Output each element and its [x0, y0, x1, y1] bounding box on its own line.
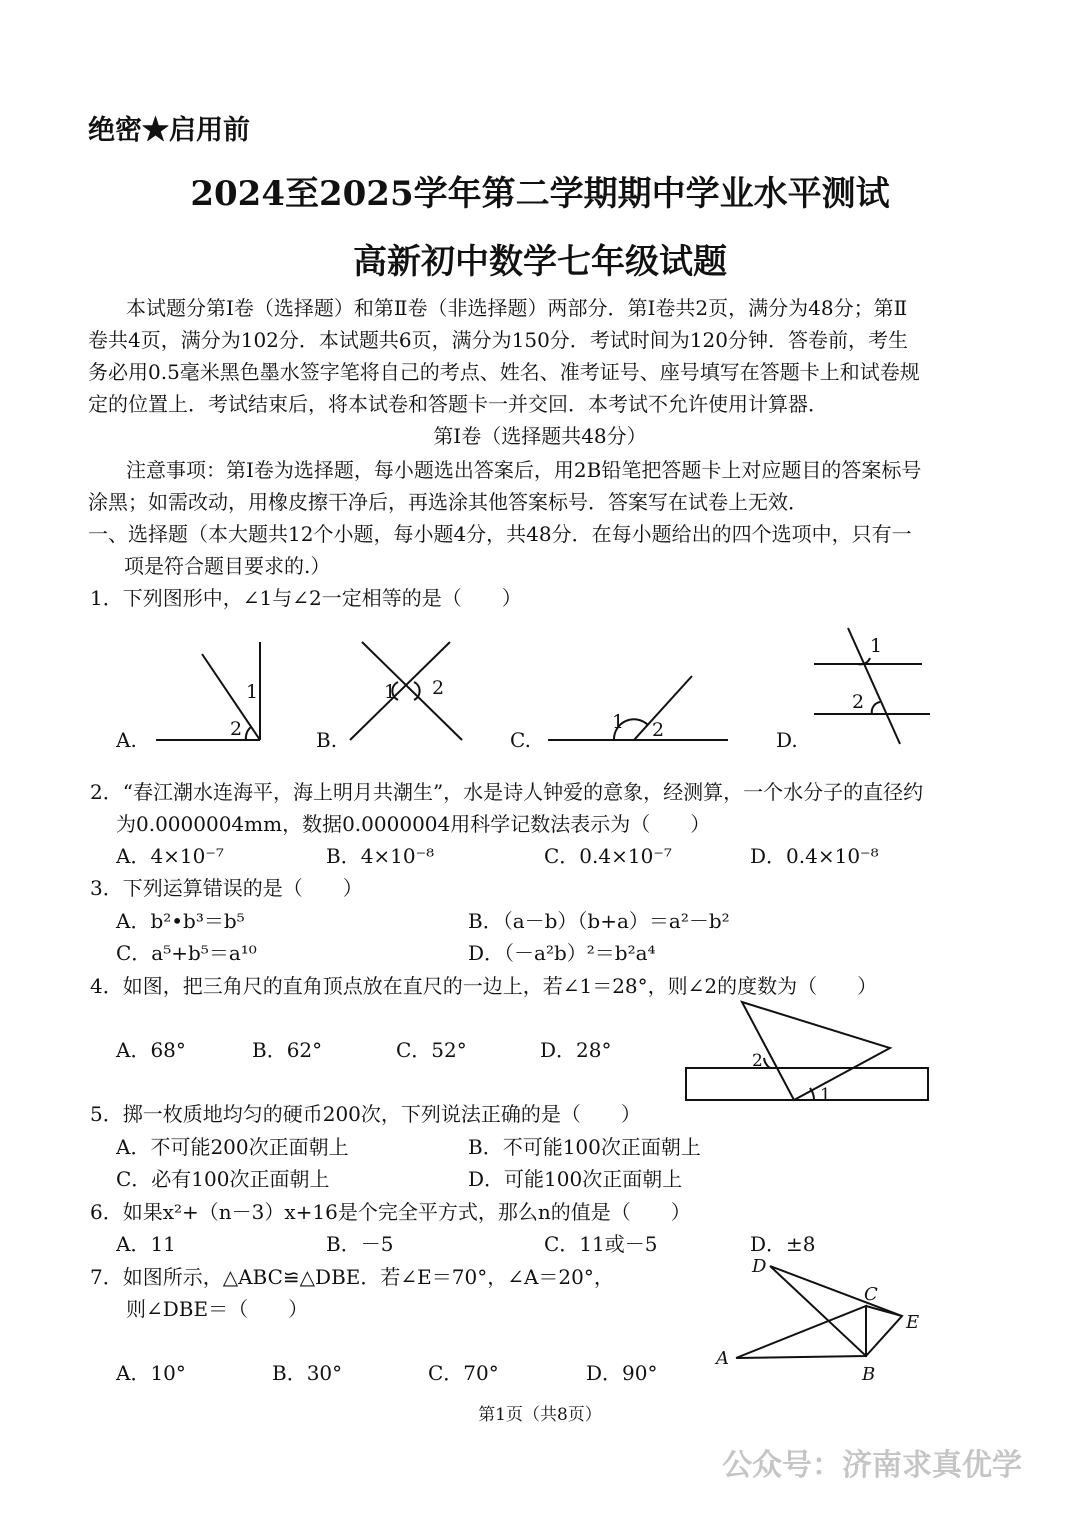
watermark-text: 公众号：济南求真优学	[722, 1448, 1022, 1483]
q4-option-d[interactable]: D．28°	[540, 1038, 612, 1062]
q1d-angle2-label: 2	[852, 691, 865, 713]
q4-angle1-label: 1	[820, 1085, 831, 1105]
section-heading-2: 项是符合题目要求的.）	[124, 554, 331, 578]
q5-stem: 5．掷一枚质地均匀的硬币200次，下列说法正确的是（ ）	[90, 1102, 641, 1126]
q5-option-b[interactable]: B．不可能100次正面朝上	[468, 1135, 701, 1159]
q2-option-a[interactable]: A．4×10⁻⁷	[116, 844, 224, 868]
q2-option-d[interactable]: D．0.4×10⁻⁸	[750, 844, 879, 868]
q7-point-d: D	[752, 1256, 767, 1277]
q6-option-b[interactable]: B．－5	[326, 1232, 394, 1256]
q1-option-a[interactable]: A.	[116, 728, 137, 752]
q5-option-c[interactable]: C．必有100次正面朝上	[116, 1167, 330, 1191]
q7-stem-line-1: 7．如图所示，△ABC≌△DBE．若∠E＝70°，∠A＝20°，	[90, 1265, 614, 1289]
q2-stem-line-1: 2．“春江潮水连海平，海上明月共潮生”，水是诗人钟爱的意象，经测算，一个水分子的直径约	[90, 780, 924, 804]
q1-option-c[interactable]: C.	[510, 728, 531, 752]
q1a-angle2-label: 2	[230, 718, 243, 740]
notice-line-1: 注意事项：第Ⅰ卷为选择题，每小题选出答案后，用2B铅笔把答题卡上对应题目的答案标号	[126, 458, 922, 482]
part1-heading: 第Ⅰ卷（选择题共48分）	[433, 424, 647, 448]
q6-option-c[interactable]: C．11或－5	[544, 1232, 658, 1256]
q7-point-e: E	[906, 1312, 920, 1333]
section-heading-1: 一、选择题（本大题共12个小题，每小题4分，共48分．在每小题给出的四个选项中，只有一	[88, 522, 912, 546]
exam-title: 2024至2025学年第二学期期中学业水平测试	[190, 174, 890, 214]
q2-stem-line-2: 为0.0000004mm，数据0.0000004用科学记数法表示为（ ）	[116, 812, 711, 836]
q7-point-b: B	[862, 1364, 876, 1385]
q1-option-b[interactable]: B.	[316, 728, 338, 752]
q3-option-d[interactable]: D．（－a²b）²＝b²a⁴	[468, 941, 656, 965]
bottom-band	[0, 1509, 1080, 1527]
q3-option-b[interactable]: B．（a－b）（b+a）＝a²－b²	[468, 909, 730, 933]
notice-line-2: 涂黑；如需改动，用橡皮擦干净后，再选涂其他答案标号．答案写在试卷上无效．	[88, 490, 808, 514]
q1a-angle1-label: 1	[246, 681, 259, 703]
q7-option-d[interactable]: D．90°	[586, 1361, 658, 1385]
q2-option-c[interactable]: C．0.4×10⁻⁷	[544, 844, 672, 868]
intro-line-1: 本试题分第Ⅰ卷（选择题）和第Ⅱ卷（非选择题）两部分．第Ⅰ卷共2页，满分为48分；第Ⅱ	[126, 296, 908, 320]
q4-angle2-label: 2	[752, 1051, 763, 1071]
intro-line-2: 卷共4页，满分为102分．本试题共6页，满分为150分．考试时间为120分钟．答卷前，考生	[88, 328, 908, 352]
q1b-angle2-label: 2	[432, 677, 445, 699]
q1c-angle2-label: 2	[652, 719, 665, 741]
q4-option-c[interactable]: C．52°	[396, 1038, 467, 1062]
q7-point-c: C	[864, 1284, 878, 1305]
q7-option-b[interactable]: B．30°	[272, 1361, 343, 1385]
q7-stem-line-2: 则∠DBE＝（ ）	[126, 1297, 309, 1321]
q7-option-c[interactable]: C．70°	[428, 1361, 499, 1385]
q4-option-b[interactable]: B．62°	[252, 1038, 323, 1062]
q1-figures	[110, 620, 960, 760]
q7-point-a: A	[716, 1348, 729, 1369]
exam-subtitle: 高新初中数学七年级试题	[353, 242, 727, 282]
q5-option-a[interactable]: A．不可能200次正面朝上	[116, 1135, 349, 1159]
q7-option-a[interactable]: A．10°	[116, 1361, 186, 1385]
page-number: 第1页（共8页）	[478, 1405, 602, 1425]
q1b-angle1-label: 1	[384, 681, 397, 703]
q3-stem: 3．下列运算错误的是（ ）	[90, 876, 363, 900]
q4-option-a[interactable]: A．68°	[116, 1038, 186, 1062]
q7-figure	[706, 1250, 936, 1390]
q6-option-a[interactable]: A．11	[116, 1232, 176, 1256]
q3-option-a[interactable]: A．b²•b³＝b⁵	[116, 909, 245, 933]
intro-line-4: 定的位置上．考试结束后，将本试卷和答题卡一并交回．本考试不允许使用计算器．	[88, 392, 828, 416]
q6-stem: 6．如果x²+（n－3）x+16是个完全平方式，那么n的值是（ ）	[90, 1200, 691, 1224]
q4-figure	[680, 996, 936, 1108]
confidential-mark: 绝密★启用前	[88, 115, 250, 146]
q5-option-d[interactable]: D．可能100次正面朝上	[468, 1167, 683, 1191]
q1-option-d[interactable]: D.	[776, 728, 798, 752]
q4-stem: 4．如图，把三角尺的直角顶点放在直尺的一边上，若∠1＝28°，则∠2的度数为（ ）	[90, 974, 878, 998]
q6-option-d[interactable]: D．±8	[750, 1232, 816, 1256]
q3-option-c[interactable]: C．a⁵+b⁵＝a¹⁰	[116, 941, 257, 965]
q2-option-b[interactable]: B．4×10⁻⁸	[326, 844, 435, 868]
q1d-angle1-label: 1	[870, 635, 883, 657]
q1c-angle1-label: 1	[612, 711, 625, 733]
q1-stem: 1．下列图形中，∠1与∠2一定相等的是（ ）	[90, 586, 522, 610]
intro-line-3: 务必用0.5毫米黑色墨水签字笔将自己的考点、姓名、准考证号、座号填写在答题卡上和试卷规	[88, 360, 920, 384]
